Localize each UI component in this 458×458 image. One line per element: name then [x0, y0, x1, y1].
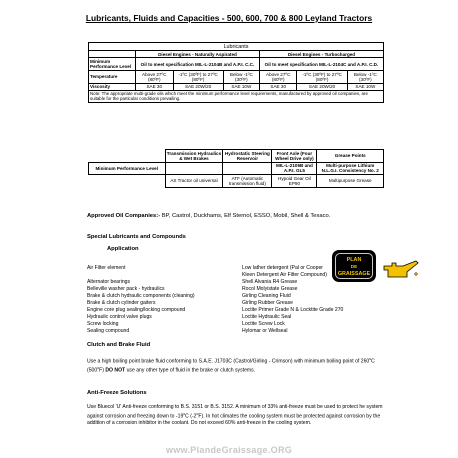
approved-label: Approved Oil Companies:-	[87, 213, 161, 219]
product-cell: ATF (Automatic transmission fluid)	[223, 175, 272, 188]
viscosity-cell: SAE 30	[259, 83, 297, 90]
product-cell: Hypoid Gear Oil EP90	[272, 175, 317, 188]
list-item: Hylomar or Wellseal	[242, 328, 288, 334]
list-item: Brake & clutch cylinder gaiters	[87, 300, 156, 306]
list-item	[87, 272, 195, 279]
list-item: Loctite Hydraulic Seal	[242, 314, 292, 320]
temp-cell: Above 27ºC (80ºF)	[259, 71, 297, 84]
watermark-url: www.PlandeGraissage.ORG	[165, 445, 293, 455]
list-item: Belleville washer pack - hydraulics	[87, 286, 165, 292]
viscosity-cell: SAE 10W	[347, 83, 383, 90]
min-performance-cell: MIL-L-2105B and A.P.I. GL5	[272, 162, 317, 175]
list-item: Air Filter element	[87, 265, 126, 271]
viscosity-cell: SAE 20W/20	[297, 83, 347, 90]
spec-turbocharged: Oil to meet specification MIL-L-2104C and A.P.I. C.D.	[259, 58, 383, 71]
viscosity-cell: SAE 10W	[223, 83, 259, 90]
list-item: Hydraulic control valve plugs	[87, 314, 152, 320]
anti-freeze-heading: Anti-Freeze Solutions	[87, 390, 147, 396]
row-label-minimum-performance: Minimum Performance Level	[89, 162, 166, 175]
list-item: Rocol Molyistate Grease	[242, 286, 298, 292]
plan-de-graissage-logo: PLAN DE GRAISSAGE	[332, 250, 376, 282]
anti-freeze-text: Use Bluecol 'U' Anti-freeze conforming to B.S. 3151 or B.S. 3152. A minimum of 33% anti-freeze must be used to protect he system against corrosion and freezing down to -19$^o$C (-2$^o$F). In hot climates the cooling system must be protected against corrosion by the addition of a corrosion inhibitor in the coolant. Do not exceed 60% anti-freeze in the cooling system.	[87, 404, 383, 427]
fluids-table	[88, 149, 384, 188]
header-transmission: Transmission Hydraulics & Wet Brakes	[166, 150, 222, 161]
temp-cell: Below -1ºC (30ºF)	[223, 71, 259, 84]
list-item: Girling Rubber Grease	[242, 300, 293, 306]
lubricants-table	[88, 42, 384, 103]
header-hydrostatic-steering: Hydrostatic Steering Reservoir	[224, 150, 270, 161]
list-item: Alternator bearings	[87, 279, 131, 285]
clutch-brake-heading: Clutch and Brake Fluid	[87, 342, 151, 348]
group-turbocharged: Diesel Engines - Turbocharged	[259, 51, 383, 58]
products-list	[242, 265, 343, 335]
temp-cell: -1ºC (30ºF) to 27ºC (80ºF)	[173, 71, 223, 84]
list-item: Loctite Screw Lock	[242, 321, 285, 327]
row-label-viscosity: Viscosity	[89, 83, 136, 90]
lubricants-header: Lubricants	[89, 43, 384, 51]
viscosity-cell: SAE 20W/20	[173, 83, 223, 90]
clutch-brake-text: Use a high boiling point brake fluid conforming to S.A.E. J1703C (Castrol/Girling - Crimson) with minimum boiling point of 260$^o$C (500$^o$F) DO NOT use any other type of fluid in the brake or clutch systems.	[87, 357, 375, 375]
list-item: Sealing compound	[87, 328, 130, 334]
spec-naturally-aspirated: Oil to meet specification MIL-L-2104B and A.P.I. C.C.	[136, 58, 260, 71]
table-note: Note: The appropriate multi-grade oils which meet the minimum performance level requirements, manufactured by approved oil companies, are suitable for the particular conditions prevailing.	[89, 90, 384, 102]
product-cell: Multipurpose Grease	[317, 175, 384, 188]
list-item: Screw locking	[87, 321, 119, 327]
product-cell: AS Tractor oil universal	[165, 175, 223, 188]
application-subheading: Application	[107, 246, 139, 252]
special-lubricants-heading: Special Lubricants and Compounds	[87, 234, 186, 240]
applications-list	[87, 265, 195, 335]
list-item: Loctite Primer Grade N & Locktite Grade 270	[242, 307, 344, 313]
oil-can-icon	[383, 258, 419, 280]
group-naturally-aspirated: Diesel Engines - Naturally Aspirated	[136, 51, 260, 58]
list-item: Shell Alvania R4 Grease	[242, 279, 298, 285]
document-title: Lubricants, Fluids and Capacities - 500, 600, 700 & 800 Leyland Tractors	[85, 13, 373, 23]
header-grease-points: Grease Points	[317, 150, 384, 163]
row-label-temperature: Temperature	[89, 71, 136, 84]
approved-oil-companies	[87, 213, 330, 219]
min-performance-cell: Multi-purpose Lithium N.L.G.I. Consistency No. 2	[317, 162, 384, 175]
list-item: Kleen Detergent Air Filter Compound)	[242, 272, 327, 278]
temp-cell: Above 27ºC (80ºF)	[136, 71, 174, 84]
list-item: Low lather detergent (Pal or Cooper	[242, 265, 323, 271]
header-front-axle: Front Axle (Four Wheel Drive only)	[272, 150, 317, 163]
list-item: Girling Cleaning Fluid	[242, 293, 291, 299]
viscosity-cell: SAE 30	[136, 83, 174, 90]
row-label-minimum-performance: Minimum Performance Level	[89, 58, 136, 71]
list-item: Brake & clutch hydraulic components (cleaning)	[87, 293, 195, 299]
approved-list: BP, Castrol, Duckhams, Elf Sternol, ESSO, Mobil, Shell & Texaco.	[161, 213, 331, 219]
list-item: Engine core plug sealing/locking compound	[87, 307, 186, 313]
min-performance-cell	[165, 162, 223, 175]
temp-cell: -1ºC (30ºF) to 27ºC (80ºF)	[297, 71, 347, 84]
temp-cell: Below -1ºC (30ºF)	[347, 71, 383, 84]
min-performance-cell	[223, 162, 272, 175]
